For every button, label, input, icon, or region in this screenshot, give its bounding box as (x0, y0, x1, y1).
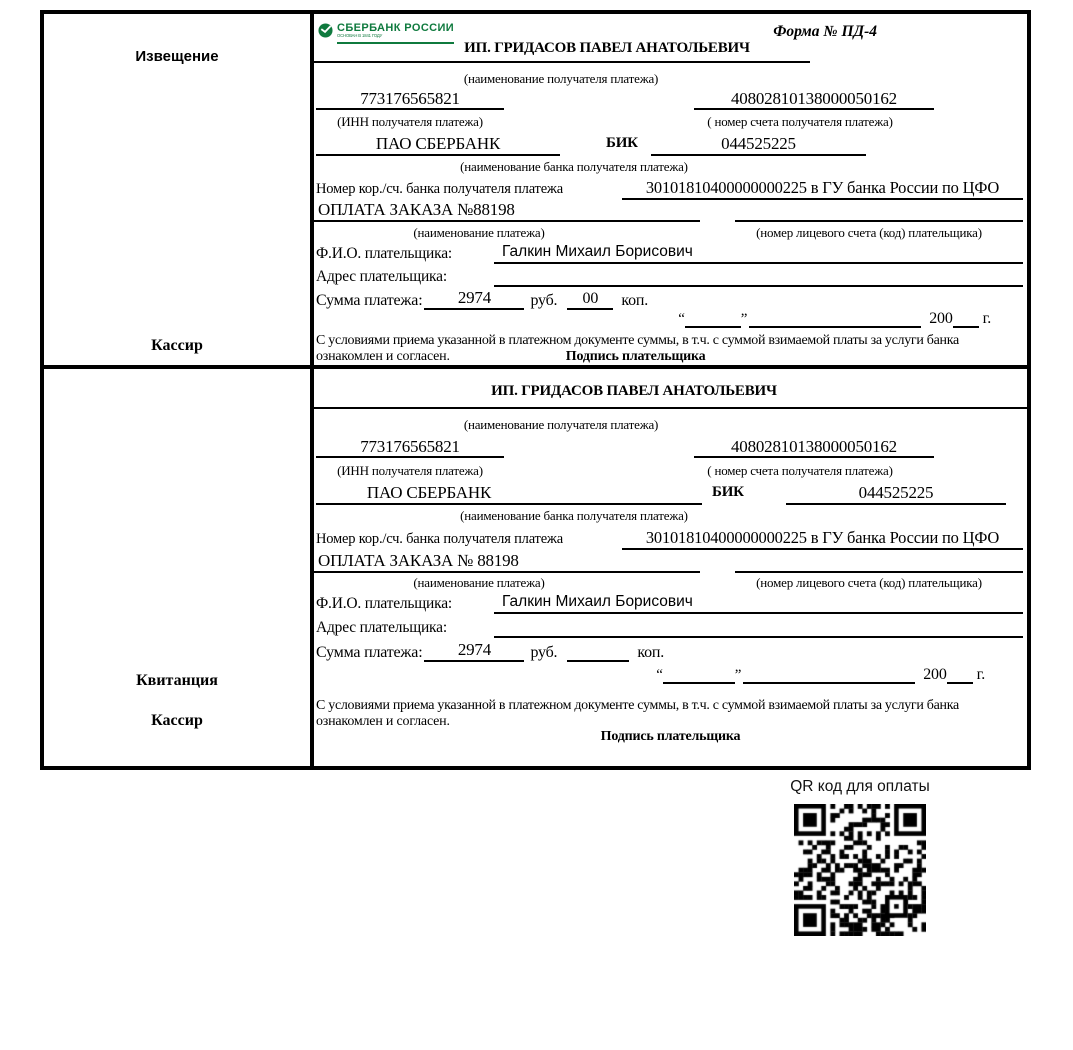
date-row (678, 310, 991, 328)
bank-row (314, 134, 1027, 156)
payment-name-row (314, 202, 1023, 222)
rub-label: руб. (530, 644, 558, 661)
caption-personal-account: (номер лицевого счета (код) плательщика) (756, 575, 982, 590)
caption-bank: (наименование банка получателя платежа) (460, 508, 688, 523)
sum-rub-value: 2974 (424, 288, 524, 310)
payee-name-title: ИП. ГРИДАСОВ ПАВЕЛ АНАТОЛЬЕВИЧ (491, 383, 777, 399)
year-prefix: 200 (929, 310, 953, 327)
receipt-side-label: Квитанция (136, 672, 218, 689)
caption-payment-name: (наименование платежа) (413, 225, 545, 240)
payment-sum-row (316, 288, 1023, 310)
payer-address-row (314, 266, 1023, 287)
corr-account-row (314, 178, 1023, 200)
quote-open: “ (656, 667, 663, 683)
agreement-line2-row (316, 714, 1025, 730)
sum-kop-value (567, 660, 629, 662)
account-value: 40802810138000050162 (694, 89, 934, 110)
payer-name-row (314, 243, 1023, 264)
corr-account-label: Номер кор./сч. банка получателя платежа (316, 181, 563, 197)
payer-name-label: Ф.И.О. плательщика: (316, 245, 453, 262)
personal-account-blank-line (735, 553, 1023, 573)
bank-row (314, 483, 1027, 505)
payer-name-value: Галкин Михаил Борисович (494, 243, 1023, 264)
agreement-line1: С условиями приема указанной в платежном документе суммы, в т.ч. с суммой взимаемой платы за услуги банка (316, 333, 959, 348)
year-suffix: г. (976, 666, 985, 683)
caption-payee-name: (наименование получателя платежа) (463, 417, 659, 432)
caption-personal-account: (номер лицевого счета (код) плательщика) (756, 225, 982, 240)
form-number-label: Форма № ПД-4 (773, 23, 877, 40)
caption-inn: (ИНН получателя платежа) (337, 114, 483, 129)
corr-account-value: 30101810400000000225 в ГУ банка России по ЦФО (622, 178, 1023, 200)
sum-label: Сумма платежа: (316, 292, 423, 309)
payment-sum-row (316, 640, 1023, 662)
kop-label: коп. (621, 292, 649, 309)
date-day-blank (663, 682, 735, 684)
agreement-line1: С условиями приема указанной в платежном документе суммы, в т.ч. с суммой взимаемой платы за услуги банка (316, 698, 959, 713)
payment-name-value: ОПЛАТА ЗАКАЗА № 88198 (314, 551, 700, 573)
receipt-cashier-label: Кассир (151, 712, 203, 729)
kop-label: коп. (637, 644, 665, 661)
agreement-line2: ознакомлен и согласен. (316, 714, 450, 729)
payment-name-value: ОПЛАТА ЗАКАЗА №88198 (314, 200, 700, 222)
notice-side-label: Извещение (135, 48, 219, 65)
year-prefix: 200 (923, 666, 947, 683)
quote-close: ” (740, 311, 748, 327)
caption-bank: (наименование банка получателя платежа) (460, 159, 688, 174)
payer-address-row (314, 617, 1023, 638)
notice-content (314, 14, 1027, 365)
notice-label-column (44, 14, 314, 365)
payer-name-row (314, 593, 1023, 614)
payee-name-title: ИП. ГРИДАСОВ ПАВЕЛ АНАТОЛЬЕВИЧ (314, 40, 810, 63)
inn-value: 773176565821 (316, 89, 504, 110)
date-month-blank (743, 682, 915, 684)
payment-name-row (314, 553, 1023, 573)
payer-name-value: Галкин Михаил Борисович (494, 593, 1023, 614)
sberbank-circle-icon (318, 23, 333, 38)
bank-name-value: ПАО СБЕРБАНК (316, 134, 560, 156)
bik-value: 044525225 (786, 483, 1006, 505)
payer-name-label: Ф.И.О. плательщика: (316, 595, 453, 612)
caption-payment-name: (наименование платежа) (413, 575, 545, 590)
inn-account-row (314, 89, 1027, 110)
caption-account: ( номер счета получателя платежа) (707, 463, 893, 478)
qr-label: QR код для оплаты (790, 778, 930, 795)
quote-close: ” (734, 667, 742, 683)
payer-address-value (494, 266, 1023, 287)
sum-rub-value: 2974 (424, 640, 524, 662)
year-suffix: г. (982, 310, 991, 327)
corr-account-label: Номер кор./сч. банка получателя платежа (316, 531, 563, 547)
date-row (656, 666, 985, 684)
corr-account-value: 30101810400000000225 в ГУ банка России по ЦФО (622, 528, 1023, 550)
sum-kop-value: 00 (567, 290, 613, 310)
payer-address-value (494, 617, 1023, 638)
notice-cashier-label: Кассир (151, 337, 203, 354)
bik-label: БИК (712, 484, 744, 500)
pd4-form-document (40, 10, 1031, 770)
receipt-label-column (44, 369, 314, 766)
quote-open: “ (678, 311, 685, 327)
caption-inn: (ИНН получателя платежа) (337, 463, 483, 478)
qr-code (794, 804, 926, 936)
year-blank (947, 682, 973, 684)
sum-label: Сумма платежа: (316, 644, 423, 661)
corr-account-row (314, 528, 1023, 550)
title-divider-line (314, 407, 1027, 409)
bank-name-value: ПАО СБЕРБАНК (316, 483, 702, 505)
payer-address-label: Адрес плательщика: (316, 268, 447, 285)
signature-label: Подпись плательщика (565, 349, 706, 364)
receipt-section (44, 369, 1027, 766)
receipt-content (314, 369, 1027, 766)
caption-account: ( номер счета получателя платежа) (707, 114, 893, 129)
signature-label: Подпись плательщика (600, 729, 741, 744)
inn-value: 773176565821 (316, 437, 504, 458)
caption-payee-name: (наименование получателя платежа) (463, 71, 659, 86)
year-blank (953, 326, 979, 328)
date-month-blank (749, 326, 921, 328)
account-value: 40802810138000050162 (694, 437, 934, 458)
bik-value: 044525225 (651, 134, 866, 156)
qr-payment-block (778, 778, 942, 936)
agreement-line2: ознакомлен и согласен. (316, 349, 450, 364)
inn-account-row (314, 437, 1027, 458)
bik-label: БИК (606, 135, 638, 151)
date-day-blank (685, 326, 741, 328)
agreement-line2-row (316, 349, 1025, 365)
sberbank-logo-name: СБЕРБАНК РОССИИ (337, 22, 455, 34)
sberbank-logo-tagline: ОСНОВАН В 1841 ГОДУ (337, 34, 383, 39)
payer-address-label: Адрес плательщика: (316, 619, 447, 636)
personal-account-blank-line (735, 202, 1023, 222)
rub-label: руб. (530, 292, 558, 309)
notice-section (44, 14, 1027, 369)
